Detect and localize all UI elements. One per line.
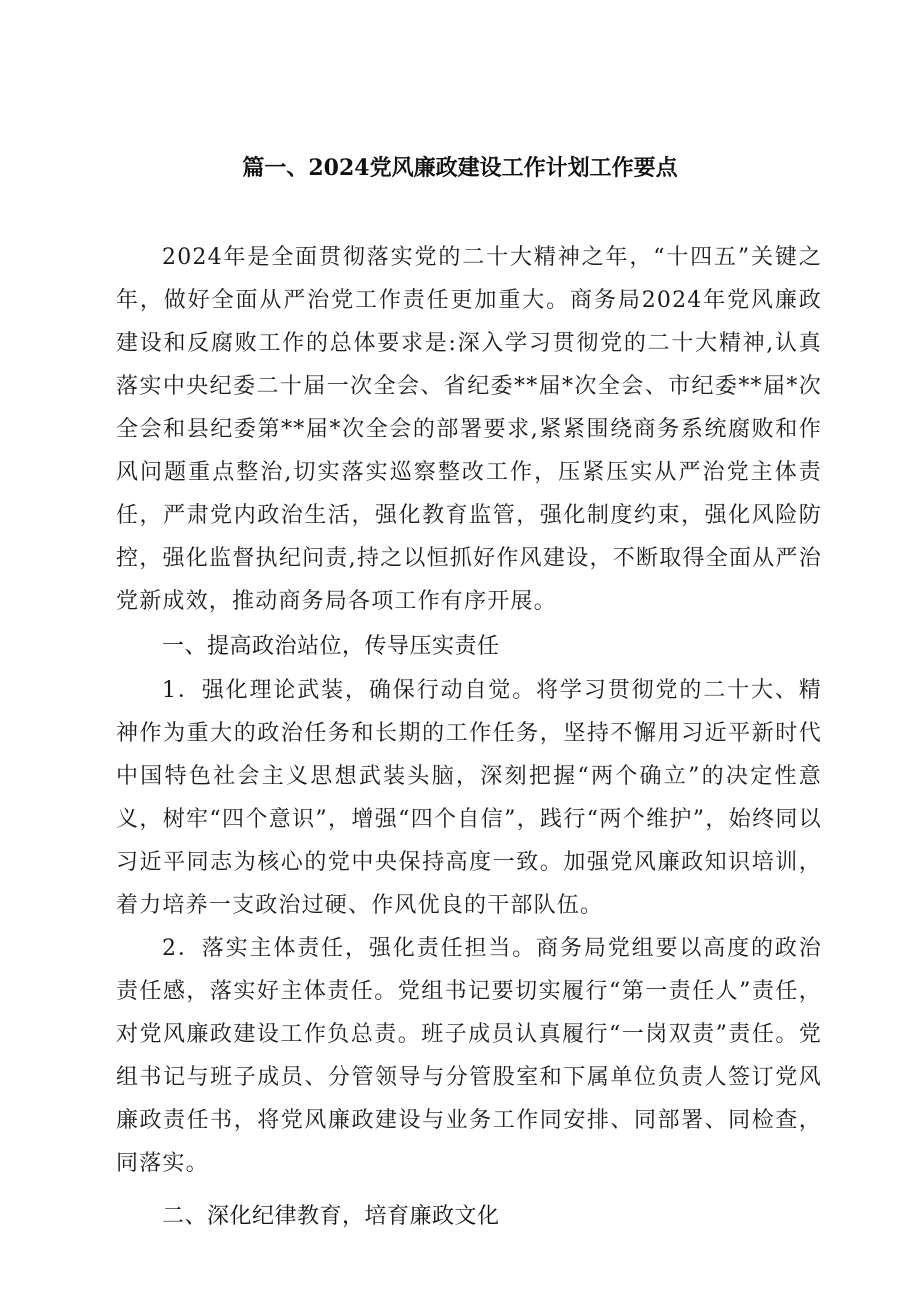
section-heading-2: 二、深化纪律教育，培育廉政文化: [162, 1204, 500, 1229]
document-body: [116, 236, 822, 1239]
section-heading-1: 一、提高政治站位，传导压实责任: [162, 634, 500, 659]
document-title: 篇一、2024党风廉政建设工作计划工作要点: [242, 155, 678, 181]
section1-item-2: 2．落实主体责任，强化责任担当。商务局党组要以高度的政治责任感，落实好主体责任。党组书记要切实履行“第一责任人”责任，对党风廉政建设工作负总责。班子成员认真履行“一岗双责”责任。党组书记与班子成员、分管领导与分管股室和下属单位负责人签订党风廉政责任书，将党风廉政建设与业务工作同安排、同部署、同检查，同落实。: [116, 936, 822, 1176]
intro-paragraph: 2024年是全面贯彻落实党的二十大精神之年，“十四五”关键之年，做好全面从严治党工作责任更加重大。商务局2024年党风廉政建设和反腐败工作的总体要求是:深入学习贯彻党的二十大精神,认真落实中央纪委二十届一次全会、省纪委**届*次全会、市纪委**届*次全会和县纪委第**届*次全会的部署要求,紧紧围绕商务系统腐败和作风问题重点整治,切实落实巡察整改工作，压紧压实从严治党主体责任，严肃党内政治生活，强化教育监管，强化制度约束，强化风险防控，强化监督执纪问责,持之以恒抓好作风建设，不断取得全面从严治党新成效，推动商务局各项工作有序开展。: [116, 245, 822, 614]
section1-item-1: 1．强化理论武装，确保行动自觉。将学习贯彻党的二十大、精神作为重大的政治任务和长期的工作任务，坚持不懈用习近平新时代中国特色社会主义思想武装头脑，深刻把握“两个确立”的决定性意义，树牢“四个意识”，增强“四个自信”，践行“两个维护”，始终同以习近平同志为核心的党中央保持高度一致。加强党风廉政知识培训，着力培养一支政治过硬、作风优良的干部队伍。: [116, 678, 822, 918]
